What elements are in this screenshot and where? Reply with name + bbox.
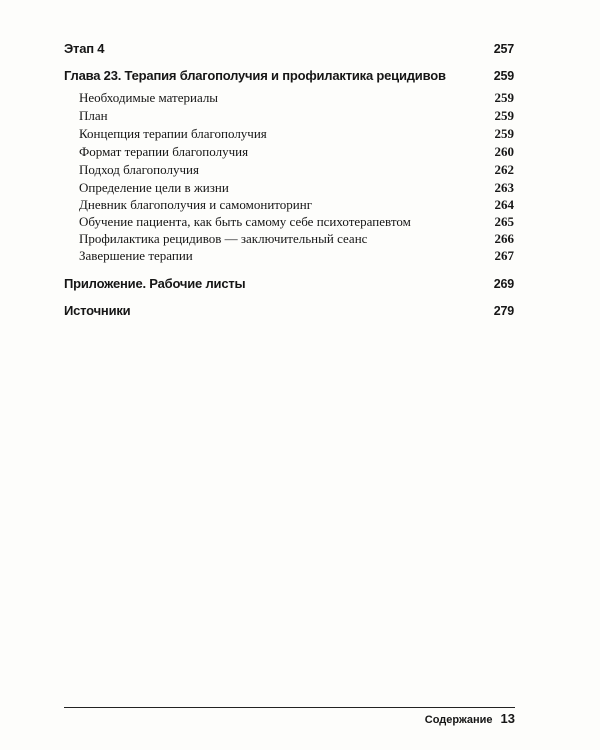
toc-entry-page: 264 <box>494 197 514 212</box>
toc-entry-page: 259 <box>493 69 514 83</box>
page-footer <box>64 711 515 726</box>
toc-entry-title: Завершение терапии <box>79 248 193 263</box>
toc-entry-page: 279 <box>493 304 514 318</box>
toc-item[interactable] <box>79 248 514 264</box>
toc-entry-title: Формат терапии благополучия <box>79 144 249 159</box>
toc-entry-title: Необходимые материалы <box>79 90 219 105</box>
toc-entry-page: 263 <box>494 180 514 195</box>
toc-entry-title: Этап 4 <box>64 41 105 56</box>
toc-entry-page: 259 <box>494 90 514 105</box>
toc-item[interactable] <box>79 90 514 106</box>
toc-entry-page: 267 <box>494 248 514 263</box>
toc-entry-page: 257 <box>493 42 514 56</box>
toc-entry-page: 259 <box>494 108 514 123</box>
toc-entry-page: 269 <box>493 277 514 291</box>
toc-entry-title: Подход благополучия <box>79 162 199 177</box>
toc-appendix[interactable] <box>64 276 514 291</box>
toc-entry-title: Определение цели в жизни <box>79 180 229 195</box>
toc-item[interactable] <box>79 180 514 196</box>
toc-item[interactable] <box>79 144 514 160</box>
toc-item[interactable] <box>79 126 514 142</box>
toc-entry-title: Глава 23. Терапия благополучия и профилактика рецидивов <box>64 68 446 83</box>
toc-entry-title: План <box>79 108 108 123</box>
toc-entry-title: Концепция терапии благополучия <box>79 126 267 141</box>
toc-item[interactable] <box>79 197 514 213</box>
toc-entry-page: 266 <box>494 231 514 246</box>
toc-entry-title: Дневник благополучия и самомониторинг <box>79 197 313 212</box>
toc-item[interactable] <box>79 231 514 247</box>
toc-entry-title: Приложение. Рабочие листы <box>64 276 246 291</box>
toc-entry-title: Источники <box>64 303 131 318</box>
toc-entry-title: Обучение пациента, как быть самому себе психотерапевтом <box>79 214 411 229</box>
footer-divider <box>64 707 515 708</box>
toc-stage-4[interactable] <box>64 41 514 56</box>
toc-entry-page: 265 <box>494 214 514 229</box>
toc-item[interactable] <box>79 214 514 230</box>
toc-item[interactable] <box>79 108 514 124</box>
toc-item[interactable] <box>79 162 514 178</box>
toc-entry-page: 260 <box>494 144 514 159</box>
toc-entry-title: Профилактика рецидивов — заключительный сеанс <box>79 231 368 246</box>
toc-entry-page: 262 <box>494 162 514 177</box>
running-footer-label: Содержание <box>424 714 493 726</box>
toc-chapter-23[interactable] <box>64 68 514 83</box>
toc-sources[interactable] <box>64 303 514 318</box>
toc-entry-page: 259 <box>494 126 514 141</box>
page-number: 13 <box>500 711 515 726</box>
